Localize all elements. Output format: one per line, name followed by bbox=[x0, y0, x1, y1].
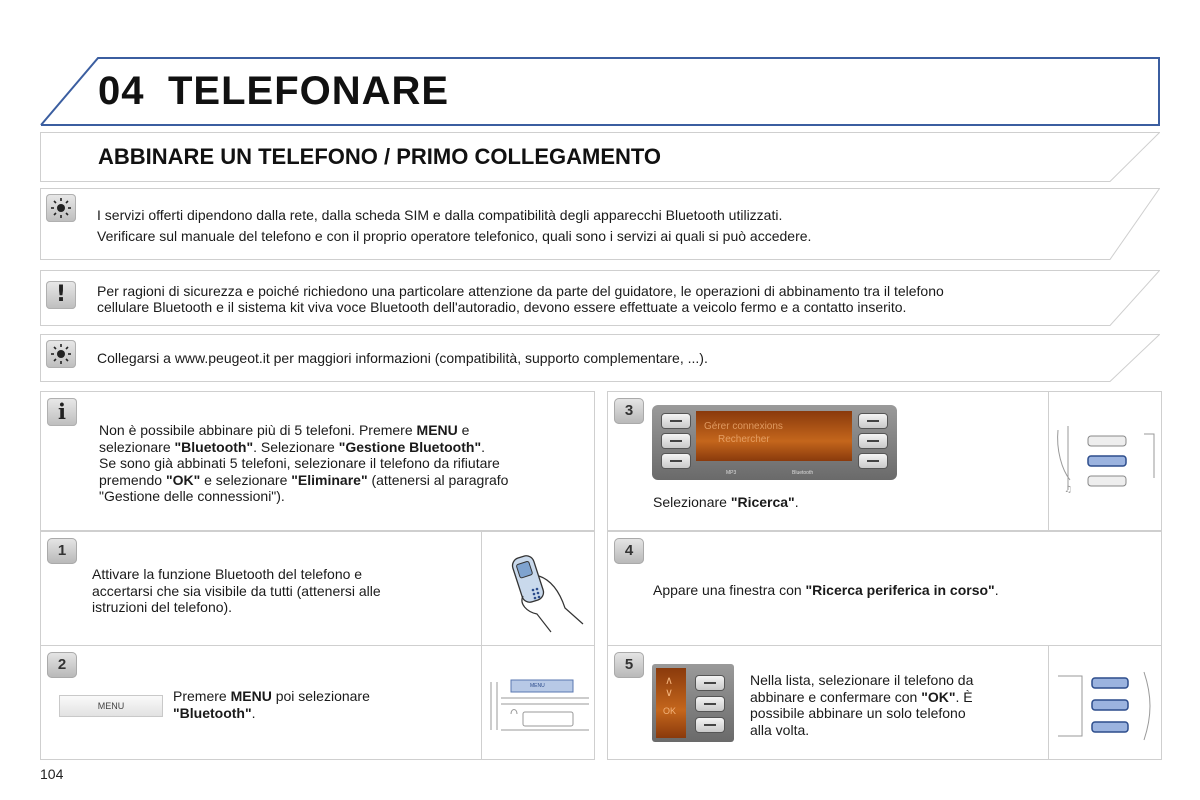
menu-key-illustration: MENU bbox=[59, 695, 163, 717]
divider bbox=[481, 532, 482, 645]
note-line: Per ragioni di sicurezza e poiché richiedono una particolare attenzione da parte del guidatore, le operazioni di abbinamento tra il telefono bbox=[97, 283, 944, 299]
divider bbox=[1048, 392, 1049, 530]
warning-icon bbox=[46, 281, 76, 309]
step-1-panel bbox=[40, 531, 595, 646]
radio-button bbox=[662, 454, 690, 468]
note-text bbox=[97, 348, 708, 369]
button-column-illustration bbox=[1056, 666, 1161, 746]
page-number: 104 bbox=[40, 766, 64, 782]
lightbulb-glyph bbox=[46, 340, 76, 368]
svg-text:♫: ♫ bbox=[1064, 485, 1073, 495]
step-4-text: Appare una finestra con "Ricerca periferica in corso". bbox=[653, 582, 999, 598]
info-icon bbox=[47, 398, 77, 426]
info-text: Non è possibile abbinare più di 5 telefoni. Premere MENU e selezionare "Bluetooth". Selezionare "Gestione Bluetooth". Se sono già abbinati 5 telefoni, selezionare il telefono da rifiutare premendo "OK" e selezionare "Eliminare" (attenersi al paragrafo "Gestione delle connessioni"). bbox=[99, 422, 509, 504]
radio-display-illustration bbox=[652, 405, 897, 480]
radio-button bbox=[859, 414, 887, 428]
note-tip-network bbox=[40, 188, 1160, 260]
note-tip-website bbox=[40, 334, 1160, 382]
note-text bbox=[97, 283, 944, 315]
radio-label: MP3 bbox=[726, 470, 737, 476]
lightbulb-glyph bbox=[46, 194, 76, 222]
phone-in-hand-illustration bbox=[499, 546, 589, 636]
button-column-illustration bbox=[1056, 420, 1161, 500]
dashboard-menu-illustration bbox=[489, 668, 594, 736]
screen-line: Gérer connexions bbox=[704, 421, 783, 432]
radio-button bbox=[662, 414, 690, 428]
chapter-title: TELEFONARE bbox=[168, 69, 450, 113]
screen-line: Rechercher bbox=[718, 434, 770, 445]
radio-button bbox=[696, 697, 724, 711]
step-3-text: Selezionare "Ricerca". bbox=[653, 494, 799, 510]
note-line: Verificare sul manuale del telefono e con il proprio operatore telefonico, quali sono i servizi ai quali si può accedere. bbox=[97, 228, 812, 244]
radio-button bbox=[859, 454, 887, 468]
radio-ok-illustration bbox=[652, 664, 734, 742]
note-line: cellulare Bluetooth e il sistema kit viva voce Bluetooth dell'autoradio, devono essere effettuate a veicolo fermo e a contatto inserito. bbox=[97, 299, 907, 315]
radio-button bbox=[696, 718, 724, 732]
divider bbox=[481, 646, 482, 759]
ok-label: OK bbox=[663, 706, 677, 716]
step-number: 4 bbox=[614, 538, 644, 564]
step-5-panel bbox=[607, 645, 1162, 760]
note-text bbox=[97, 205, 811, 247]
exclamation-glyph: ! bbox=[55, 282, 67, 307]
radio-label: Bluetooth bbox=[792, 470, 814, 476]
radio-screen bbox=[696, 411, 852, 461]
step-3-panel bbox=[607, 391, 1162, 531]
note-line: I servizi offerti dipendono dalla rete, dalla scheda SIM e dalla compatibilità degli apparecchi Bluetooth utilizzati. bbox=[97, 207, 783, 223]
step-4-panel bbox=[607, 531, 1162, 646]
step-1-text: Attivare la funzione Bluetooth del telefono e accertarsi che sia visibile da tutti (attenersi alle istruzioni del telefono). bbox=[92, 566, 381, 615]
note-line: Collegarsi a www.peugeot.it per maggiori informazioni (compatibilità, supporto complementare, ...). bbox=[97, 350, 708, 366]
section-title-box bbox=[40, 132, 1160, 182]
menu-key-small-label: MENU bbox=[530, 683, 545, 689]
radio-screen: ∧ ∨ OK bbox=[656, 668, 686, 738]
step-2-panel bbox=[40, 645, 595, 760]
lightbulb-icon bbox=[46, 340, 76, 368]
note-warning-safety bbox=[40, 270, 1160, 326]
step-number: 5 bbox=[614, 652, 644, 678]
step-2-text: Premere MENU poi selezionare "Bluetooth". bbox=[173, 688, 370, 721]
chapter-header bbox=[40, 57, 1160, 127]
radio-button bbox=[662, 434, 690, 448]
radio-button bbox=[859, 434, 887, 448]
info-glyph: i bbox=[58, 399, 66, 424]
radio-button bbox=[696, 676, 724, 690]
lightbulb-icon bbox=[46, 194, 76, 222]
step-number: 3 bbox=[614, 398, 644, 424]
step-5-text: Nella lista, selezionare il telefono da abbinare e confermare con "OK". È possibile abbinare un solo telefono alla volta. bbox=[750, 672, 974, 738]
section-title: ABBINARE UN TELEFONO / PRIMO COLLEGAMENTO bbox=[98, 144, 662, 169]
step-number: 2 bbox=[47, 652, 77, 678]
divider bbox=[1048, 646, 1049, 759]
chapter-number: 04 bbox=[98, 69, 145, 113]
step-number: 1 bbox=[47, 538, 77, 564]
info-box bbox=[40, 391, 595, 531]
